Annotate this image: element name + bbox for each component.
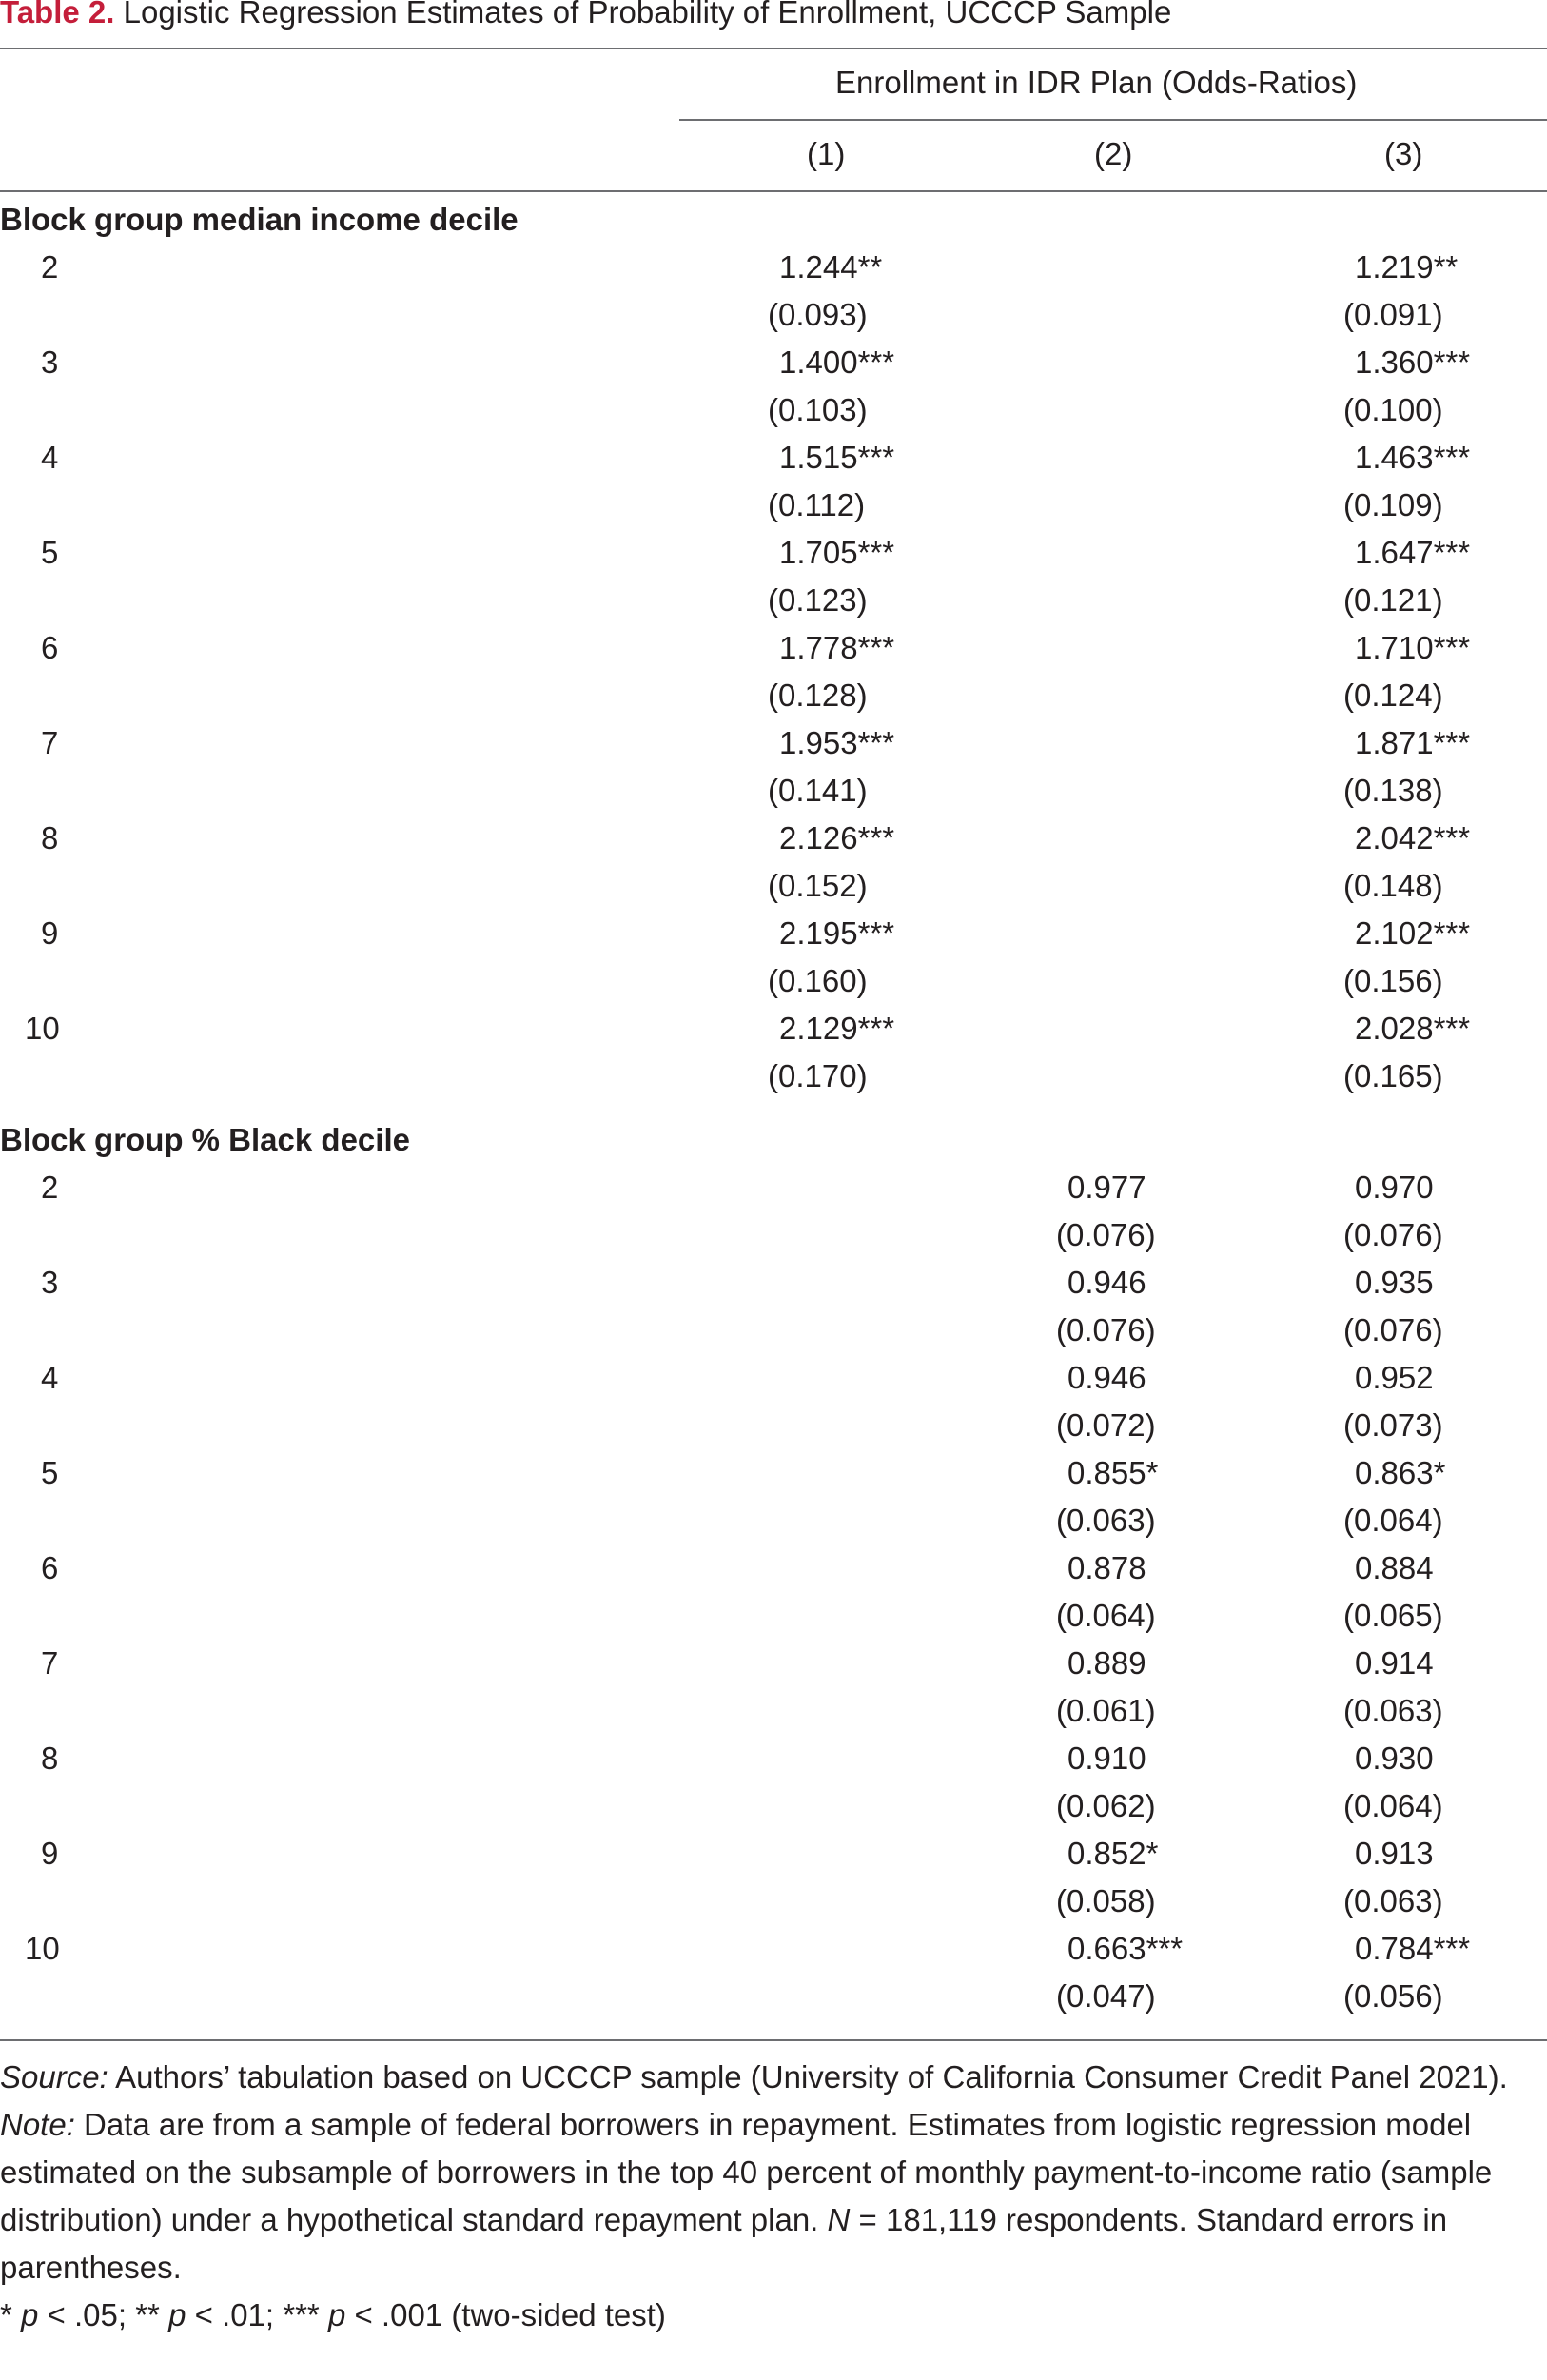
standard-error: (0.141) xyxy=(768,773,868,808)
top-rule xyxy=(0,48,1547,49)
coefficient: 0.784*** xyxy=(1355,1931,1471,1966)
coefficient: 0.935 xyxy=(1355,1265,1434,1300)
coefficient: 0.889 xyxy=(1067,1645,1146,1681)
sig-p-1: p xyxy=(21,2297,39,2332)
coefficient: 0.970 xyxy=(1355,1170,1434,1205)
row-label: 6 xyxy=(41,1550,59,1585)
row-label: 9 xyxy=(41,915,59,951)
coefficient: 1.244** xyxy=(779,249,883,285)
bottom-rule xyxy=(0,2039,1547,2041)
standard-error: (0.138) xyxy=(1343,773,1443,808)
coefficient: 2.195*** xyxy=(779,915,895,951)
coefficient: 1.515*** xyxy=(779,440,895,475)
coefficient: 2.028*** xyxy=(1355,1011,1471,1046)
note-n: N xyxy=(827,2202,851,2237)
coefficient: 1.400*** xyxy=(779,344,895,380)
sig-star-3: *** xyxy=(283,2297,320,2332)
coefficient: 0.663*** xyxy=(1067,1931,1184,1966)
coefficient: 0.977 xyxy=(1067,1170,1146,1205)
coefficient: 0.946 xyxy=(1067,1265,1146,1300)
row-label: 2 xyxy=(41,249,59,285)
coefficient: 1.463*** xyxy=(1355,440,1471,475)
standard-error: (0.072) xyxy=(1056,1407,1156,1443)
row-label: 8 xyxy=(41,820,59,856)
note-text: Data are from a sample of federal borrowers in repayment. Estimates from logistic regression model estimated on the subsample of borrowers in the top 40 percent of monthly payment-to-income ratio (sample distribution) under a hypothetical standard repayment plan. xyxy=(0,2107,1493,2237)
standard-error: (0.063) xyxy=(1056,1503,1156,1538)
general-note xyxy=(0,2101,1532,2291)
source-text: Authors’ tabulation based on UCCCP sample (University of California Consumer Credit Panel 2021). xyxy=(115,2059,1508,2095)
column-spanner: Enrollment in IDR Plan (Odds-Ratios) xyxy=(835,65,1358,100)
source-note xyxy=(0,2054,1532,2101)
standard-error: (0.056) xyxy=(1343,1978,1443,2014)
standard-error: (0.064) xyxy=(1343,1788,1443,1823)
standard-error: (0.091) xyxy=(1343,297,1443,332)
sig-p-3: p xyxy=(327,2297,346,2332)
coefficient: 2.126*** xyxy=(779,820,895,856)
row-label: 7 xyxy=(41,725,59,760)
coefficient: 2.042*** xyxy=(1355,820,1471,856)
coefficient: 0.884 xyxy=(1355,1550,1434,1585)
row-label: 9 xyxy=(41,1836,59,1871)
standard-error: (0.076) xyxy=(1343,1217,1443,1252)
table-title xyxy=(0,0,1171,30)
standard-error: (0.170) xyxy=(768,1058,868,1093)
coefficient: 0.878 xyxy=(1067,1550,1146,1585)
standard-error: (0.156) xyxy=(1343,963,1443,998)
standard-error: (0.152) xyxy=(768,868,868,903)
standard-error: (0.112) xyxy=(768,487,866,522)
standard-error: (0.123) xyxy=(768,582,868,618)
coefficient: 1.871*** xyxy=(1355,725,1471,760)
standard-error: (0.061) xyxy=(1056,1693,1156,1728)
sig-text-3: < .001 (two-sided test) xyxy=(354,2297,666,2332)
standard-error: (0.076) xyxy=(1343,1312,1443,1347)
spanner-rule xyxy=(679,119,1547,121)
standard-error: (0.063) xyxy=(1343,1883,1443,1918)
coefficient: 1.778*** xyxy=(779,630,895,665)
standard-error: (0.062) xyxy=(1056,1788,1156,1823)
standard-error: (0.093) xyxy=(768,297,868,332)
source-label: Source: xyxy=(0,2059,108,2095)
standard-error: (0.064) xyxy=(1343,1503,1443,1538)
coefficient: 0.913 xyxy=(1355,1836,1434,1871)
row-label: 10 xyxy=(25,1931,60,1966)
row-label: 4 xyxy=(41,1360,59,1395)
row-label: 5 xyxy=(41,535,59,570)
section-header: Block group median income decile xyxy=(0,202,519,237)
significance-note xyxy=(0,2291,1532,2339)
sig-star-1: * xyxy=(0,2297,12,2332)
standard-error: (0.064) xyxy=(1056,1598,1156,1633)
row-label: 10 xyxy=(25,1011,60,1046)
sig-text-1: < .05; xyxy=(47,2297,127,2332)
coefficient: 0.952 xyxy=(1355,1360,1434,1395)
standard-error: (0.160) xyxy=(768,963,868,998)
standard-error: (0.109) xyxy=(1343,487,1443,522)
coefficient: 1.953*** xyxy=(779,725,895,760)
row-label: 6 xyxy=(41,630,59,665)
note-text-2: = 181,119 respondents. Standard errors in parentheses. xyxy=(0,2202,1448,2285)
column-header-2: (2) xyxy=(1094,136,1133,171)
coefficient: 2.102*** xyxy=(1355,915,1471,951)
standard-error: (0.124) xyxy=(1343,678,1443,713)
row-label: 4 xyxy=(41,440,59,475)
standard-error: (0.148) xyxy=(1343,868,1443,903)
standard-error: (0.100) xyxy=(1343,392,1443,427)
row-label: 3 xyxy=(41,1265,59,1300)
standard-error: (0.128) xyxy=(768,678,868,713)
section-header: Block group % Black decile xyxy=(0,1122,410,1157)
standard-error: (0.121) xyxy=(1343,582,1443,618)
coefficient: 0.855* xyxy=(1067,1455,1159,1490)
standard-error: (0.076) xyxy=(1056,1217,1156,1252)
standard-error: (0.103) xyxy=(768,392,868,427)
row-label: 2 xyxy=(41,1170,59,1205)
coefficient: 0.852* xyxy=(1067,1836,1159,1871)
row-label: 8 xyxy=(41,1741,59,1776)
coefficient: 1.219** xyxy=(1355,249,1459,285)
coefficient: 2.129*** xyxy=(779,1011,895,1046)
coefficient: 0.930 xyxy=(1355,1741,1434,1776)
standard-error: (0.047) xyxy=(1056,1978,1156,2014)
sig-p-2: p xyxy=(168,2297,186,2332)
table-label: Table 2. xyxy=(0,0,115,30)
coefficient: 0.910 xyxy=(1067,1741,1146,1776)
coefficient: 0.946 xyxy=(1067,1360,1146,1395)
column-header-3: (3) xyxy=(1384,136,1423,171)
coefficient: 1.647*** xyxy=(1355,535,1471,570)
standard-error: (0.073) xyxy=(1343,1407,1443,1443)
coefficient: 1.710*** xyxy=(1355,630,1471,665)
table-caption: Logistic Regression Estimates of Probability of Enrollment, UCCCP Sample xyxy=(123,0,1172,30)
coefficient: 1.360*** xyxy=(1355,344,1471,380)
coefficient: 0.914 xyxy=(1355,1645,1434,1681)
sig-star-2: ** xyxy=(135,2297,160,2332)
standard-error: (0.065) xyxy=(1343,1598,1443,1633)
coefficient: 1.705*** xyxy=(779,535,895,570)
column-header-1: (1) xyxy=(807,136,846,171)
note-label: Note: xyxy=(0,2107,75,2142)
row-label: 3 xyxy=(41,344,59,380)
row-label: 5 xyxy=(41,1455,59,1490)
table-notes xyxy=(0,2054,1532,2339)
sig-text-2: < .01; xyxy=(194,2297,275,2332)
row-label: 7 xyxy=(41,1645,59,1681)
standard-error: (0.058) xyxy=(1056,1883,1156,1918)
standard-error: (0.165) xyxy=(1343,1058,1443,1093)
standard-error: (0.076) xyxy=(1056,1312,1156,1347)
coefficient: 0.863* xyxy=(1355,1455,1446,1490)
standard-error: (0.063) xyxy=(1343,1693,1443,1728)
header-rule xyxy=(0,190,1547,192)
